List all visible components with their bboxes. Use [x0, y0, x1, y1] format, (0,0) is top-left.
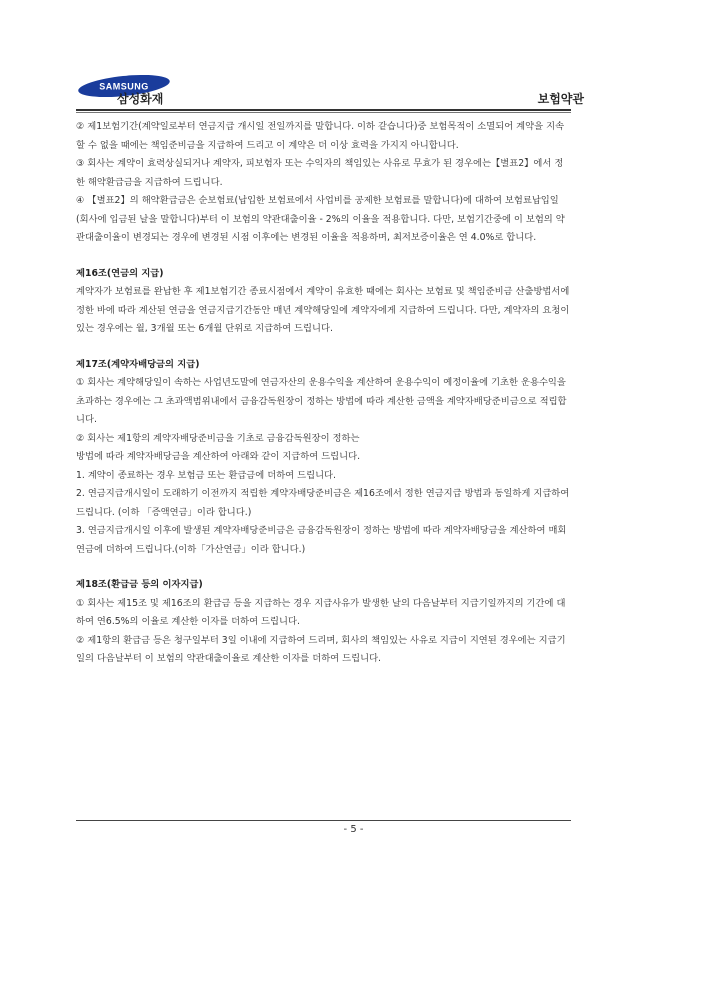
article-heading-17: 제17조(계약자배당금의 지급)	[76, 358, 200, 370]
footer-divider	[76, 820, 571, 821]
list-item: 3. 연금지급개시일 이후에 발생된 계약자배당준비금은 금융감독원장이 정하는 방법에 따라 계약자배당금을 계산하여 매회 연금에 더하여 드립니다.(이하「가산연금」이라 합니다.)	[76, 525, 567, 555]
paragraph: ① 회사는 제15조 및 제16조의 환급금 등을 지급하는 경우 지급사유가 발생한 날의 다음날부터 지급기일까지의 기간에 대하여 연6.5%의 이율로 계산한 이자를 더하여 드립니다.	[76, 597, 566, 627]
spacer	[76, 248, 571, 265]
paragraph: ① 회사는 계약해당일이 속하는 사업년도말에 연금자산의 운용수익을 계산하여 운용수익이 예정이율에 기초한 운용수익을 초과하는 경우에는 그 초과액범위내에서 금융감독원장이 정하는 방법에 따라 계산한 금액을 계약자배당준비금으로 적립합니다.	[76, 377, 567, 425]
header-divider-thin	[76, 112, 571, 113]
page-number: - 5 -	[343, 824, 364, 835]
logo-text: SAMSUNG	[99, 81, 149, 92]
article-heading-18: 제18조(환급금 등의 이자지급)	[76, 579, 203, 590]
paragraph: 방법에 따라 계약자배당금을 계산하여 아래와 같이 지급하여 드립니다.	[76, 451, 361, 462]
paragraph: ③ 회사는 계약이 효력상실되거나 계약자, 피보험자 또는 수익자의 책임있는 사유로 무효가 된 경우에는【별표2】에서 정한 해약환급금을 지급하여 드립니다.	[76, 158, 564, 188]
spacer	[76, 339, 571, 356]
header-divider	[76, 109, 571, 111]
paragraph: ② 제1항의 환급금 등은 청구일부터 3일 이내에 지급하여 드리며, 회사의 책임있는 사유로 지급이 지연된 경우에는 지급기일의 다음날부터 이 보험의 약관대출이율로 계산한 이자를 더하여 드립니다.	[76, 634, 566, 664]
paragraph: ④ 【별표2】의 해약환급금은 순보험료(납입한 보험료에서 사업비를 공제한 보험료를 말합니다)에 대하여 보험료납입일(회사에 입금된 날을 말합니다)부터 이 보험의 약관대출이율 - 2%의 이율을 적용합니다. 다만, 보험기간중에 이 보험의 약관대출이율이 변경되는 경우에 변경된 시점 이후에는 변경된 이율을 적용하며, 최저보증이율은 연 4.0%로 합니다.	[76, 195, 565, 243]
spacer	[76, 559, 571, 576]
paragraph: ② 제1보험기간(계약일로부터 연금지급 개시일 전일까지를 말합니다. 이하 같습니다)중 보험목적이 소멸되어 계약을 지속할 수 없을 때에는 책임준비금을 지급하여 드리고 이 계약은 더 이상 효력을 가지지 아니합니다.	[76, 121, 565, 151]
list-item: 1. 계약이 종료하는 경우 보험금 또는 환급금에 더하여 드립니다.	[76, 469, 336, 481]
article-heading-16: 제16조(연금의 지급)	[76, 267, 164, 279]
paragraph: 계약자가 보험료를 완납한 후 제1보험기간 종료시점에서 계약이 유효한 때에는 회사는 보험료 및 책임준비금 산출방법서에 정한 바에 따라 계산된 연금을 연금지급기간동안 매년 계약해당일에 계약자에게 지급하여 드립니다. 다만, 계약자의 요청이 있는 경우에는 월, 3개월 또는 6개월 단위로 지급하여 드립니다.	[76, 286, 570, 334]
list-item: 2. 연금지급개시일이 도래하기 이전까지 적립한 계약자배당준비금은 제16조에서 정한 연금지급 방법과 동일하게 지급하여 드립니다. (이하 「증액연금」이라 합니다.)	[76, 488, 570, 518]
company-name: 삼성화재	[117, 92, 164, 106]
paragraph: ② 회사는 제1항의 계약자배당준비금을 기초로 금융감독원장이 정하는	[76, 432, 360, 444]
document-title: 보험약관	[537, 92, 584, 106]
document-body	[76, 118, 571, 669]
